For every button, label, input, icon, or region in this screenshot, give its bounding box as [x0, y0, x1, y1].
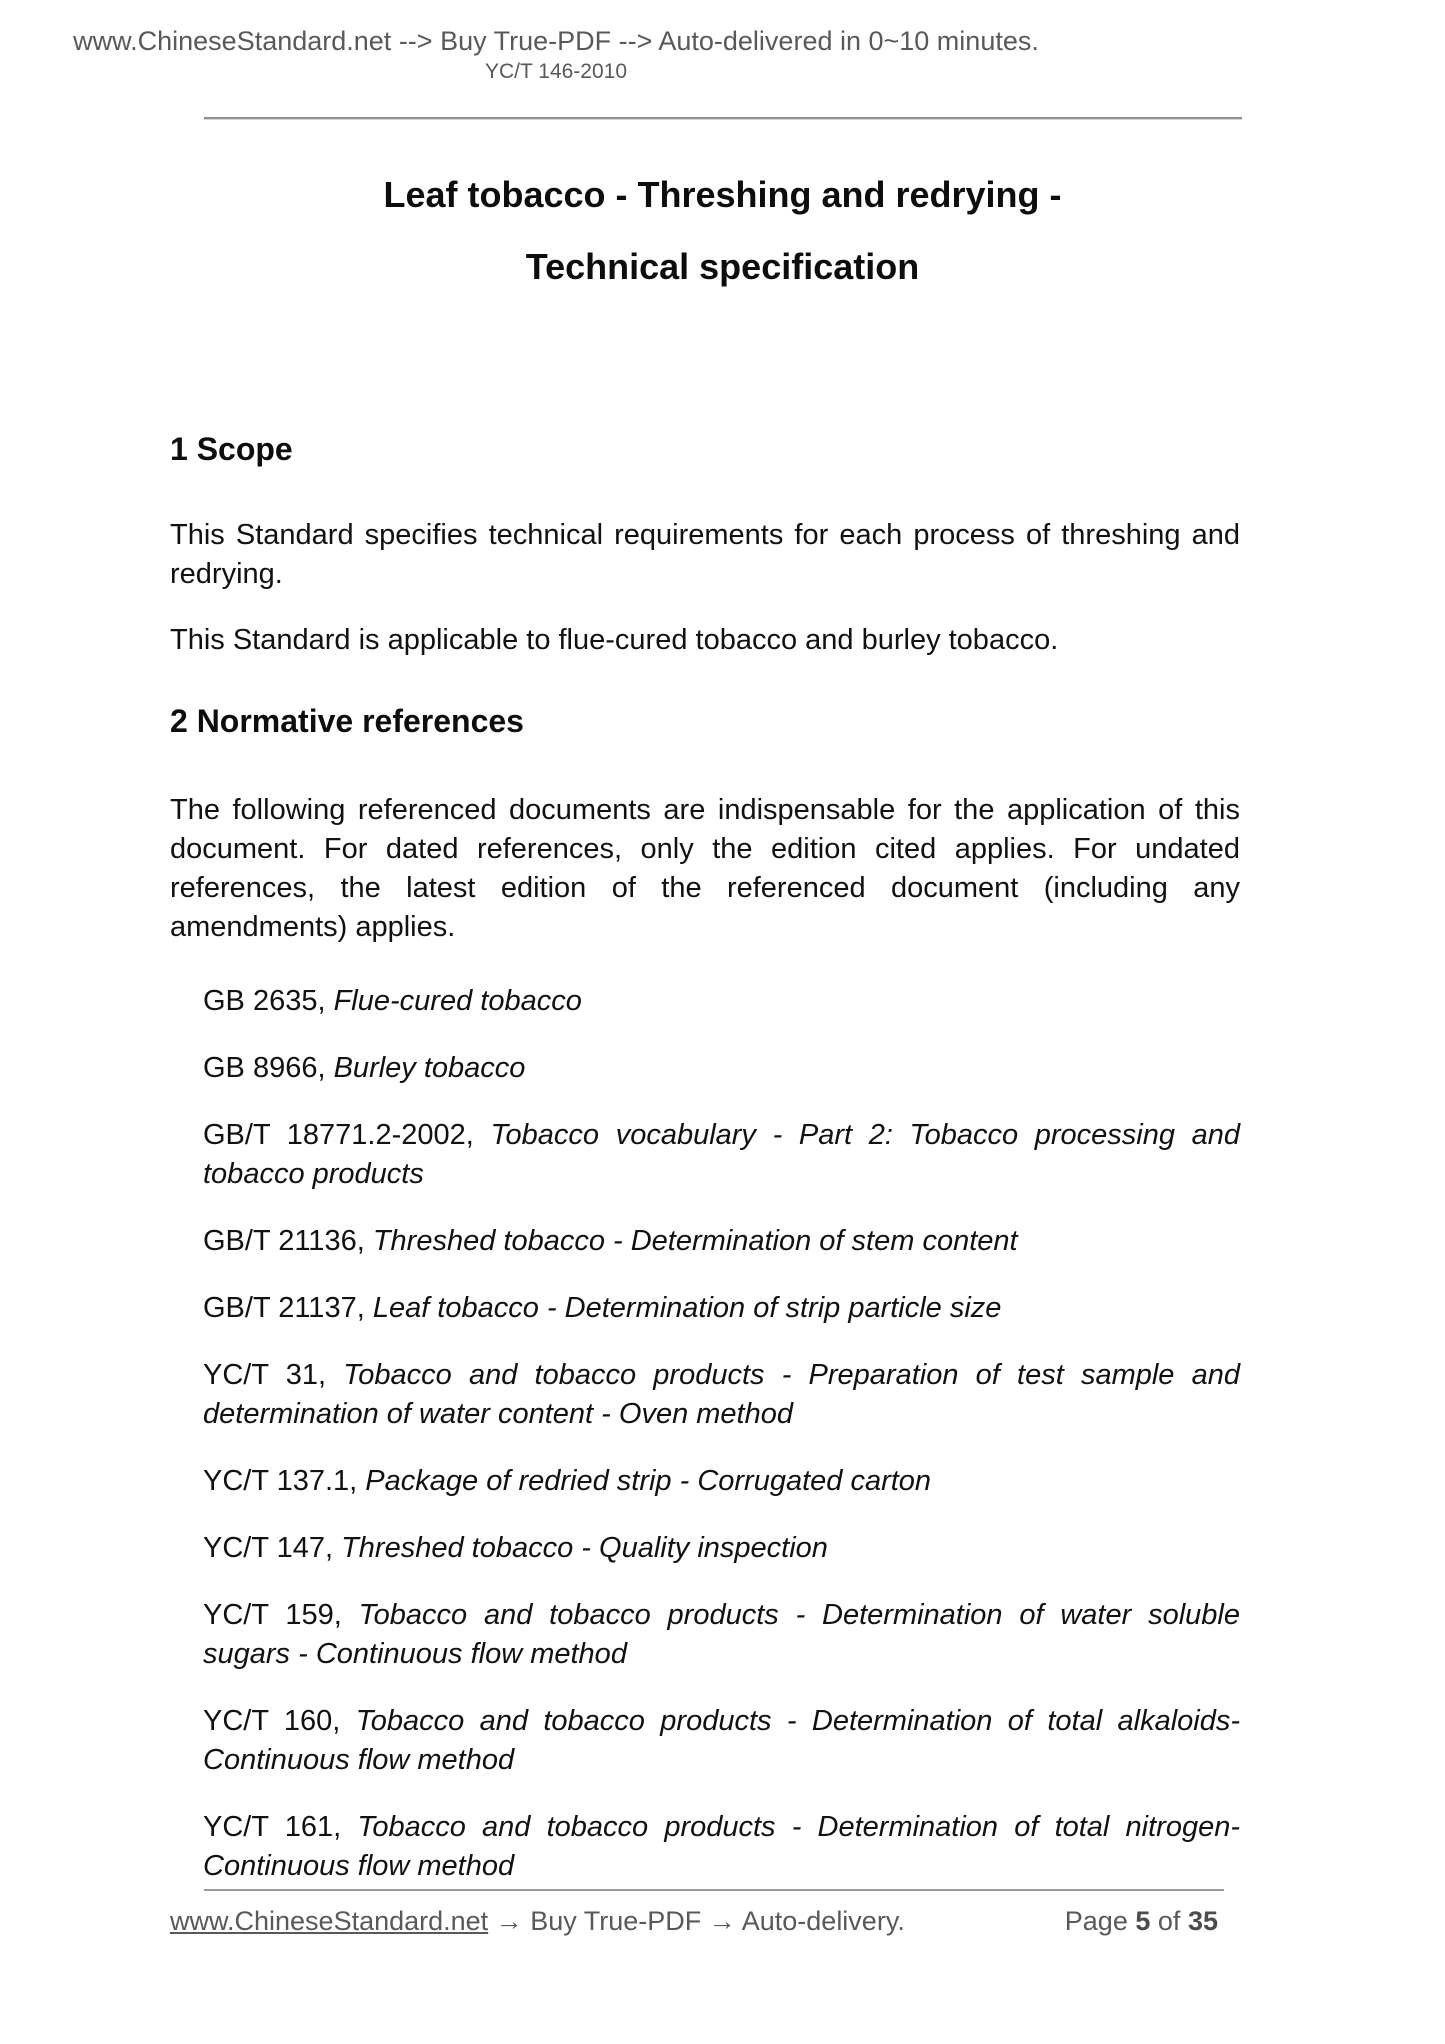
reference-title: Tobacco and tobacco products - Determination of water soluble sugars - Continuous flow method	[203, 1599, 1240, 1670]
reference-title: Tobacco vocabulary - Part 2: Tobacco processing and tobacco products	[203, 1119, 1240, 1190]
reference-item	[203, 1596, 1240, 1674]
page-word: Page	[1064, 1906, 1128, 1936]
reference-code: YC/T 160,	[203, 1705, 356, 1737]
reference-title: Flue-cured tobacco	[333, 985, 582, 1017]
reference-code: GB/T 18771.2-2002,	[203, 1119, 491, 1151]
reference-item	[203, 1222, 1240, 1261]
footer-banner-tail: → Buy True-PDF → Auto-delivery.	[488, 1906, 905, 1936]
total-page-number: 35	[1187, 1906, 1218, 1936]
reference-code: GB/T 21136,	[203, 1225, 373, 1257]
scope-paragraph-2: This Standard is applicable to flue-cured tobacco and burley tobacco.	[170, 624, 1059, 656]
normative-reference-list	[203, 982, 1240, 1914]
reference-title: Tobacco and tobacco products - Preparation of test sample and determination of water content - Oven method	[203, 1359, 1240, 1430]
reference-item	[203, 1702, 1240, 1780]
reference-title: Package of redried strip - Corrugated carton	[365, 1465, 932, 1497]
section-heading-scope: 1 Scope	[170, 431, 293, 467]
reference-code: YC/T 137.1,	[203, 1465, 366, 1497]
reference-item	[203, 982, 1240, 1021]
footer-banner	[170, 1906, 905, 1937]
reference-code: YC/T 147,	[203, 1532, 342, 1564]
reference-item	[203, 1116, 1240, 1194]
page-footer	[170, 1906, 1218, 1937]
reference-title: Tobacco and tobacco products - Determination of total nitrogen- Continuous flow method	[203, 1811, 1240, 1882]
reference-item	[203, 1289, 1240, 1328]
reference-code: YC/T 31,	[203, 1359, 344, 1391]
header-divider	[204, 117, 1242, 120]
reference-item	[203, 1049, 1240, 1088]
scope-paragraph-1: This Standard specifies technical requirements for each process of threshing and redrying.	[170, 519, 1240, 590]
header-banner-text: www.ChineseStandard.net --> Buy True-PDF --> Auto-delivered in 0~10 minutes.	[73, 26, 1039, 56]
document-title-line2: Technical specification	[525, 246, 920, 287]
normative-intro-paragraph: The following referenced documents are indispensable for the application of this document. For dated references, only the edition cited applies. For undated references, the latest edition of the referenced document (including any amendments) applies.	[170, 794, 1240, 943]
reference-title: Leaf tobacco - Determination of strip particle size	[372, 1292, 1002, 1324]
reference-code: YC/T 159,	[203, 1599, 359, 1631]
reference-code: YC/T 161,	[203, 1811, 358, 1843]
footer-page-indicator	[1065, 1906, 1218, 1937]
reference-title: Threshed tobacco - Determination of stem content	[372, 1225, 1018, 1257]
reference-title: Tobacco and tobacco products - Determination of total alkaloids- Continuous flow method	[203, 1705, 1240, 1776]
reference-code: GB 2635,	[203, 985, 334, 1017]
footer-site-link[interactable]: www.ChineseStandard.net	[170, 1906, 489, 1936]
document-title-line1: Leaf tobacco - Threshing and redrying -	[383, 174, 1062, 215]
reference-title: Burley tobacco	[333, 1052, 526, 1084]
reference-code: GB 8966,	[203, 1052, 334, 1084]
reference-title: Threshed tobacco - Quality inspection	[341, 1532, 828, 1564]
header-doc-number: YC/T 146-2010	[484, 60, 628, 83]
reference-item	[203, 1808, 1240, 1886]
page-header	[0, 26, 1112, 84]
reference-item	[203, 1356, 1240, 1434]
current-page-number: 5	[1135, 1906, 1151, 1936]
reference-code: GB/T 21137,	[203, 1292, 373, 1324]
footer-divider	[204, 1889, 1224, 1891]
reference-item	[203, 1462, 1240, 1501]
reference-item	[203, 1529, 1240, 1568]
section-heading-normative-references: 2 Normative references	[170, 703, 524, 739]
of-word: of	[1157, 1906, 1181, 1936]
